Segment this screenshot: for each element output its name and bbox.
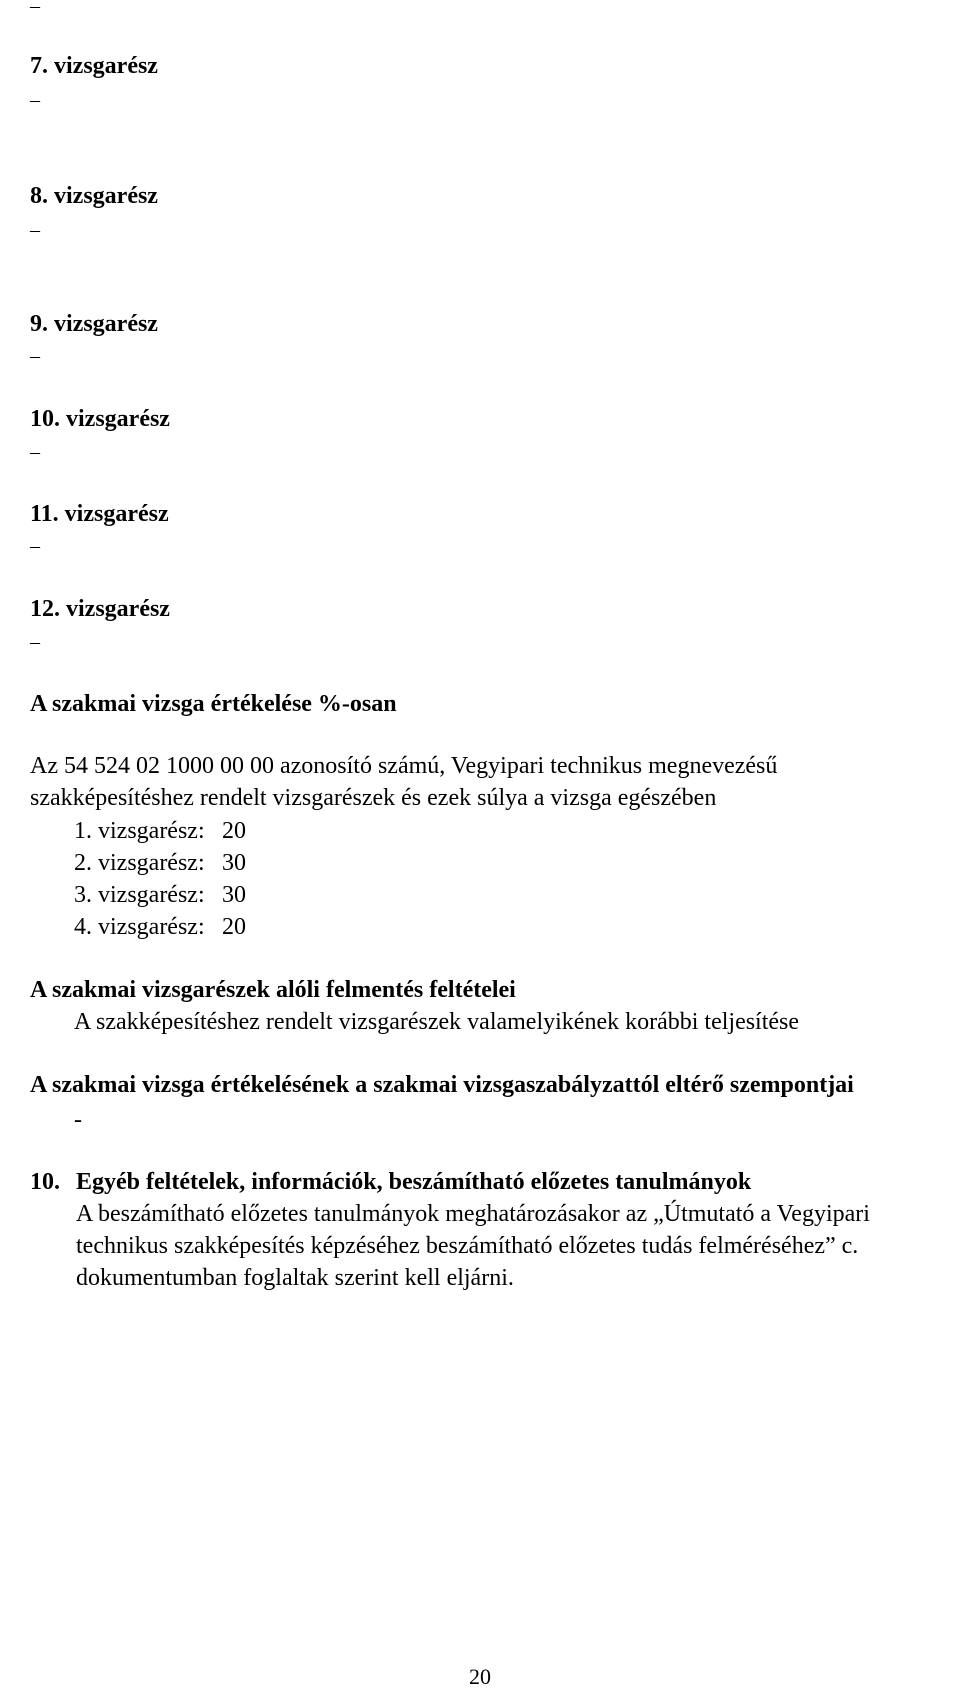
exam-part-8-dash: – [30, 219, 40, 241]
weight-label: 4. vizsgarész: [74, 914, 205, 940]
exam-part-12-dash: – [30, 631, 40, 653]
weight-label: 2. vizsgarész: [74, 850, 205, 876]
deviation-text: - [74, 1107, 82, 1133]
exam-part-9-dash: – [30, 345, 40, 367]
evaluation-intro-line1: Az 54 524 02 1000 00 00 azonosító számú, Vegyipari technikus megnevezésű [30, 753, 778, 779]
weight-label: 1. vizsgarész: [74, 818, 205, 844]
exam-part-10-dash: – [30, 441, 40, 463]
evaluation-intro-line2: szakképesítéshez rendelt vizsgarészek és ezek súlya a vizsga egészében [30, 785, 717, 811]
weight-value: 30 [222, 850, 246, 876]
weight-value: 30 [222, 882, 246, 908]
exam-part-10-label: 10. vizsgarész [30, 406, 170, 432]
exemption-text: A szakképesítéshez rendelt vizsgarészek valamelyikének korábbi teljesítése [74, 1009, 800, 1035]
exam-part-9-label: 9. vizsgarész [30, 311, 158, 337]
exam-part-12-label: 12. vizsgarész [30, 596, 170, 622]
section-number: 10. [30, 1169, 60, 1195]
section-text-line2: technikus szakképesítés képzéséhez beszámítható előzetes tudás felméréséhez” c. [76, 1233, 859, 1259]
exam-part-7-dash: – [30, 89, 40, 111]
weight-row-2 [74, 849, 246, 877]
deviation-heading: A szakmai vizsga értékelésének a szakmai vizsgaszabályzattól eltérő szempontjai [30, 1072, 854, 1098]
exam-part-7-label: 7. vizsgarész [30, 53, 158, 79]
section-heading: Egyéb feltételek, információk, beszámítható előzetes tanulmányok [76, 1169, 752, 1195]
continuation-dash: – [30, 0, 40, 17]
exam-part-11-label: 11. vizsgarész [30, 501, 169, 527]
exemption-heading: A szakmai vizsgarészek alóli felmentés feltételei [30, 977, 516, 1003]
evaluation-heading: A szakmai vizsga értékelése %-osan [30, 691, 397, 717]
weight-value: 20 [222, 914, 246, 940]
weight-value: 20 [222, 818, 246, 844]
exam-part-8-label: 8. vizsgarész [30, 183, 158, 209]
section-text-line3: dokumentumban foglaltak szerint kell eljárni. [76, 1265, 514, 1291]
weight-label: 3. vizsgarész: [74, 882, 205, 908]
weight-row-3 [74, 881, 246, 909]
page-number: 20 [469, 1664, 491, 1689]
weight-row-4 [74, 913, 246, 941]
weight-row-1 [74, 817, 246, 845]
exam-part-11-dash: – [30, 535, 40, 557]
section-text-line1: A beszámítható előzetes tanulmányok meghatározásakor az „Útmutató a Vegyipari [76, 1201, 870, 1227]
